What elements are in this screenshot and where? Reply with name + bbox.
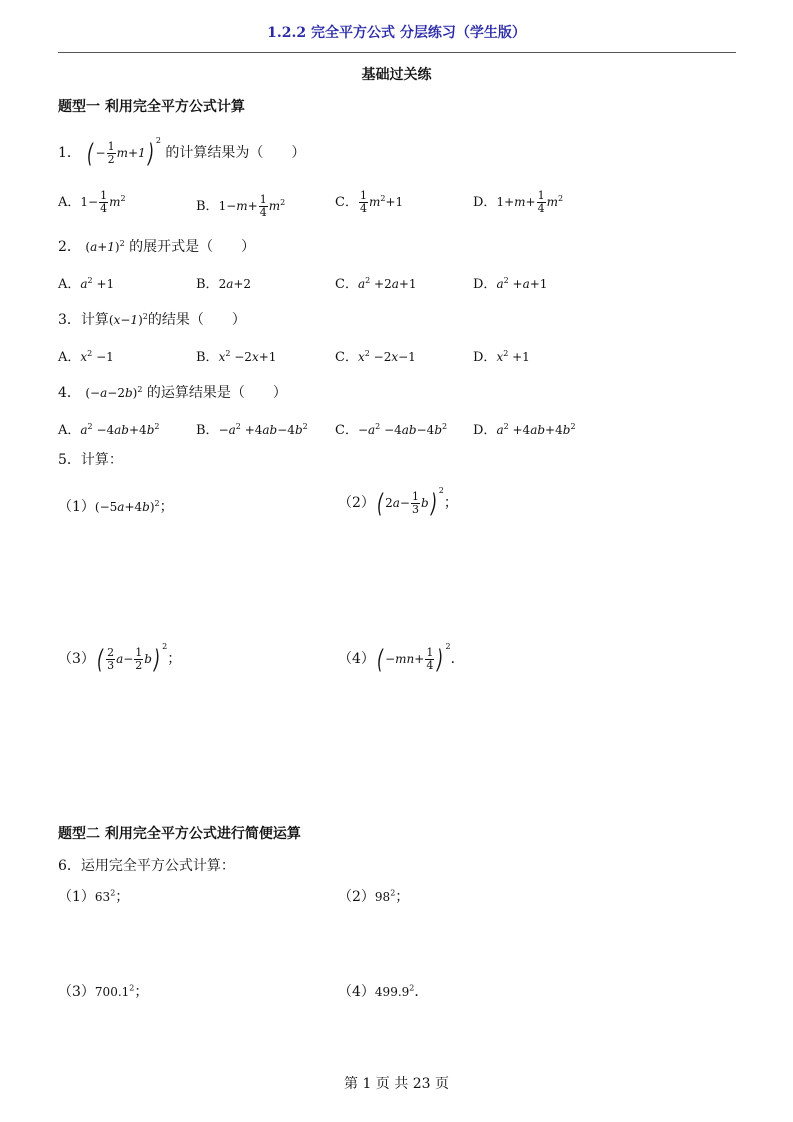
question-4 [58, 382, 287, 402]
q4-option-d-label: D． [473, 423, 497, 438]
q2-option-d-label: D． [473, 277, 497, 292]
question-1-text: 的计算结果为（ ） [165, 145, 306, 161]
q2-option-b[interactable]: B．2a+2 [196, 277, 252, 292]
q5-part-1-punct: ； [159, 499, 174, 515]
question-2-number: 2． [58, 239, 81, 255]
question-1-expression: ( − $\frac{1}{2}$ m+1) $^2$ [87, 136, 161, 169]
header-divider [58, 52, 736, 53]
question-type-1-heading: 题型一 利用完全平方公式计算 [58, 99, 245, 115]
q3-option-b-label: B． [196, 350, 219, 365]
q3-option-d-label: D． [473, 350, 497, 365]
q6-part-1: $(1)63^2$； [58, 888, 130, 905]
document-header-title: 1.2.2 完全平方公式 分层练习（学生版） [267, 25, 526, 41]
q2-option-b-label: B． [196, 277, 219, 292]
q5-part-1-label: （1） [58, 499, 95, 515]
question-6-number: 6． [58, 858, 81, 874]
q2-option-c-label: C． [335, 277, 358, 292]
q5-part-4: （4）( −mn+ $\frac{1}{4}$ ) $^2$． [338, 642, 465, 675]
question-3 [58, 309, 246, 329]
section-title: 基础过关练 [361, 67, 432, 83]
q5-part-2: （2）( 2a− $\frac{1}{3}$ b) $^2$； [338, 486, 458, 519]
q6-part-3-label: （3） [58, 984, 95, 1000]
question-3-number: 3． [58, 312, 81, 328]
q5-part-4-punct: ． [450, 651, 465, 667]
question-3-expression: $(x-1)^2$ [108, 312, 148, 327]
q5-part-2-punct: ； [443, 495, 458, 511]
q1-option-d[interactable]: D．1+m+ $\frac{1}{4}$ $m^2$ [473, 189, 564, 215]
q3-option-d[interactable]: D．$x^2 +1$ [473, 349, 530, 365]
question-5 [58, 449, 123, 469]
q2-option-a-label: A． [58, 277, 81, 292]
q3-option-a[interactable]: A．$x^2 -1$ [58, 349, 114, 365]
question-type-2-heading: 题型二 利用完全平方公式进行简便运算 [58, 826, 301, 842]
question-5-number: 5． [58, 452, 81, 468]
q4-option-c-label: C． [335, 423, 358, 438]
q3-option-c-label: C． [335, 350, 358, 365]
q6-part-4-label: （4） [338, 984, 375, 1000]
q4-option-a-label: A． [58, 423, 81, 438]
q5-part-3: （3）( $\frac{2}{3}$ a− $\frac{1}{2}$ b) $^2$； [58, 642, 182, 675]
q6-part-3-value: 700.1 [94, 985, 130, 999]
q1-option-b[interactable]: B．1−m+ $\frac{1}{4}$ $m^2$ [196, 193, 286, 219]
q3-option-a-label: A． [58, 350, 81, 365]
q5-part-3-punct: ； [167, 651, 182, 667]
q1-option-c[interactable]: C． $\frac{1}{4}$ $m^2+1$ [335, 189, 404, 215]
q1-option-a-label: A． [58, 195, 81, 210]
q4-option-c[interactable]: C．$-a^2 -4ab-4b^2$ [335, 422, 448, 438]
q1-option-d-label: D． [473, 195, 497, 210]
q6-part-4-punct: ． [414, 984, 429, 1000]
question-1-number: 1． [58, 145, 81, 161]
q4-option-a[interactable]: A．$a^2 -4ab+4b^2$ [58, 422, 160, 438]
question-5-text: 计算： [80, 452, 123, 468]
question-2 [58, 236, 255, 256]
question-6 [58, 855, 235, 875]
q5-part-3-label: （3） [58, 651, 95, 667]
q6-part-4-value: 499.9 [374, 985, 410, 999]
q3-option-c[interactable]: C．$x^2 -2x-1$ [335, 349, 416, 365]
q6-part-4: （4）499.9$^2$． [338, 983, 429, 1000]
q6-part-2: $(2)98^2$； [338, 888, 410, 905]
question-4-number: 4． [58, 385, 81, 401]
question-4-text: 的运算结果是（ ） [146, 385, 287, 401]
question-2-text: 的展开式是（ ） [129, 239, 256, 255]
q4-option-d[interactable]: D．$a^2 +4ab+4b^2$ [473, 422, 576, 438]
q6-part-2-punct: ； [395, 889, 410, 905]
q5-part-4-label: （4） [338, 651, 375, 667]
question-6-text: 运用完全平方公式计算： [80, 858, 235, 874]
q2-option-a[interactable]: A．$a^2 +1$ [58, 276, 115, 292]
question-1 [58, 136, 305, 167]
question-2-expression: $(a+1)^2$ [85, 239, 125, 254]
q1-option-a[interactable]: A．1− $\frac{1}{4}$ $m^2$ [58, 189, 126, 215]
q6-part-3: （3）700.1$^2$； [58, 983, 149, 1000]
q1-option-c-label: C． [335, 195, 358, 210]
q6-part-2-label: （2） [338, 889, 375, 905]
q2-option-d[interactable]: D．$a^2 +a+1$ [473, 276, 548, 292]
q2-option-c[interactable]: C．$a^2 +2a+1$ [335, 276, 417, 292]
q5-part-2-label: （2） [338, 495, 375, 511]
q4-option-b-label: B． [196, 423, 219, 438]
q6-part-1-label: （1） [58, 889, 95, 905]
q1-option-b-label: B． [196, 199, 219, 214]
q4-option-b[interactable]: B．$-a^2 +4ab-4b^2$ [196, 422, 308, 438]
q6-part-1-punct: ； [115, 889, 130, 905]
q6-part-1-value: 63 [94, 890, 111, 904]
q6-part-3-punct: ； [134, 984, 149, 1000]
question-3-prefix: 计算 [80, 312, 109, 328]
question-3-text: 的结果（ ） [147, 312, 246, 328]
page-footer: 第 1 页 共 23 页 [344, 1076, 449, 1092]
q3-option-b[interactable]: B．$x^2 -2x+1$ [196, 349, 277, 365]
q5-part-1: $(1)(-5a+4b)^2$； [58, 499, 174, 515]
q6-part-2-value: 98 [374, 890, 391, 904]
question-4-expression: $(-a-2b)^2$ [85, 385, 143, 400]
